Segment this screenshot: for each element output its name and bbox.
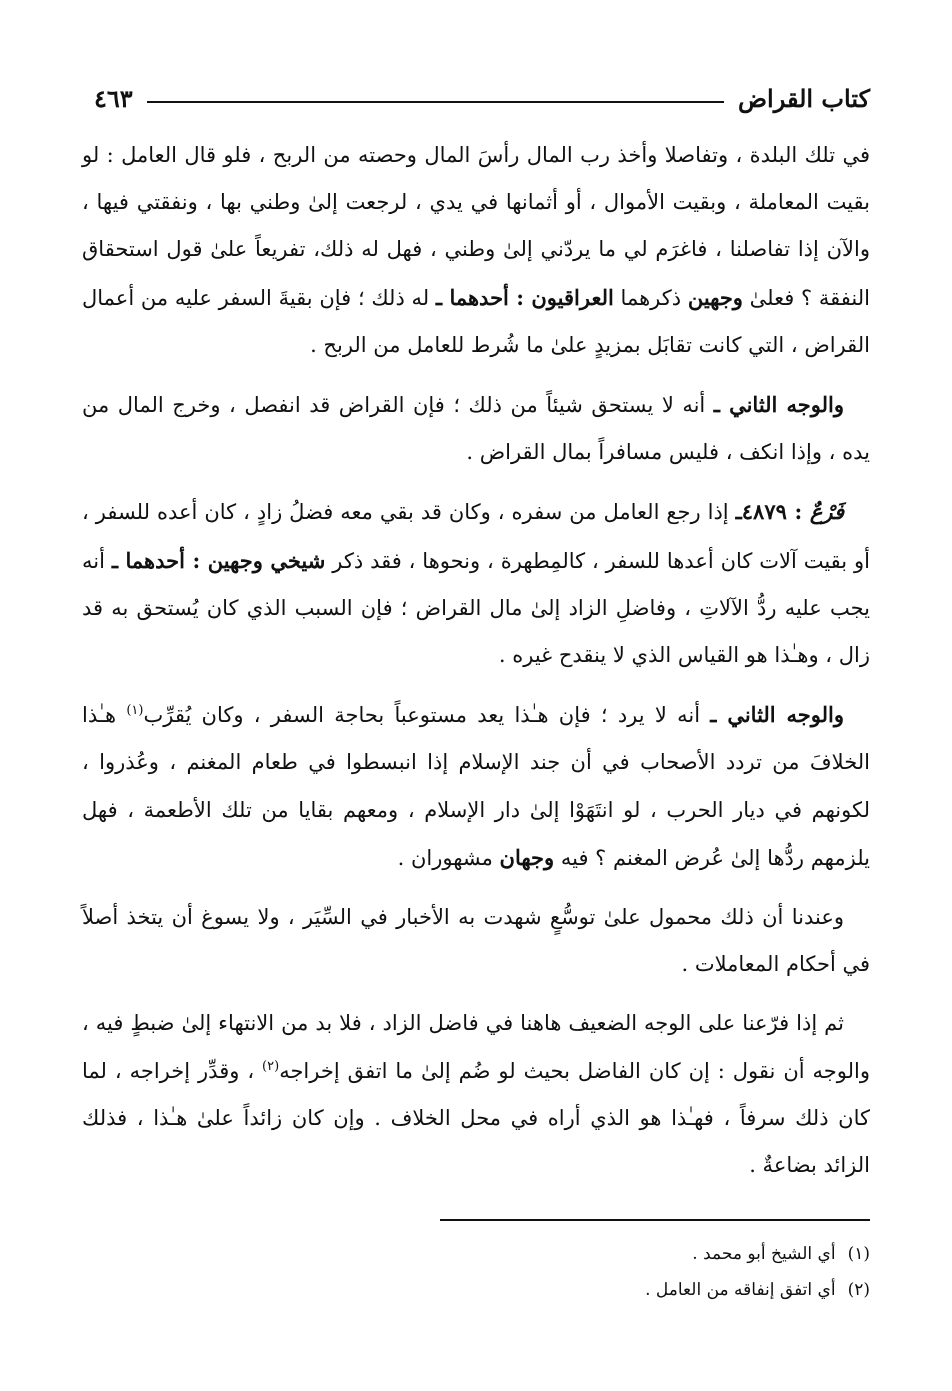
paragraph-text: له ذلك ؛ فإن بقيةَ السفر عليه من أعمال القراض ، التي كانت تقابَل بمزيدٍ علىٰ ما شُرط للعامل من الربح .: [82, 285, 870, 357]
footnote-2: [170, 1272, 870, 1308]
bold-term: والوجه الثاني ـ: [710, 702, 844, 728]
paragraph-3: [82, 488, 870, 679]
paragraph-text: في تلك البلدة ، وتفاصلا وأخذ رب المال رأسَ المال وحصته من الربح ، فلو قال العامل : لو بقيت المعاملة ، وبقيت الأموال ، أو أثمانها في يدي ، لرجعت إلىٰ وطني بها ، ونفقتي فيها ، والآن إذا تفاصلنا ، فاغرَم لي ما يردّني إلىٰ وطني ، فهل له ذلك، تفريعاً علىٰ قول استحقاق النفقة ؟ فعلىٰ: [82, 143, 870, 310]
chapter-title: كتاب القراض: [738, 83, 870, 113]
footnote-ref[interactable]: (١): [126, 703, 144, 719]
paragraph-text: وعندنا أن ذلك محمول علىٰ توسُّعٍ شهدت به الأخبار في السِّيَر ، ولا يسوغ أن يتخذ أصلاً في أحكام المعاملات .: [82, 905, 870, 977]
running-header: [94, 78, 870, 118]
paragraph-text: أنه لا يرد ؛ فإن هـٰذا يعد مستوعباً بحاجة السفر ، وكان يُقرِّب: [143, 703, 711, 728]
paragraph-2: [82, 381, 870, 476]
section-marker-farq: فَرْعٌ: [809, 499, 845, 525]
page-number: ٤٦٣: [94, 83, 133, 113]
main-text: [82, 132, 870, 1189]
header-rule: [147, 101, 724, 103]
paragraph-text: أنه لا يستحق شيئاً من ذلك ؛ فإن القراض قد انفصل ، وخرج المال من يده ، وإذا انكف ، فليس مسافراً بمال القراض .: [82, 393, 870, 465]
paragraph-text: ثم إذا فرّعنا على الوجه الضعيف هاهنا في فاضل الزاد ، فلا بد من الانتهاء إلىٰ ضبطٍ فيه ، والوجه أن نقول : إن كان الفاضل بحيث لو ضُم إلىٰ ما اتفق إخراجه: [82, 1011, 870, 1083]
paragraph-text: مشهوران .: [397, 845, 500, 870]
paragraph-text: ، وقدِّر إخراجه ، لما كان ذلك سرفاً ، فهـٰذا هو الذي أراه في محل الخلاف . وإن كان زائداً علىٰ هـٰذا ، فذلك الزائد بضاعةٌ .: [82, 1058, 870, 1178]
bold-term: وجهين: [687, 284, 743, 310]
footnote-text: أي اتفق إنفاقه من العامل .: [645, 1280, 836, 1300]
footnote-1: [170, 1236, 870, 1272]
footnotes: [170, 1236, 870, 1308]
footnote-ref[interactable]: (٢): [262, 1058, 280, 1074]
paragraph-4: [82, 691, 870, 882]
paragraph-1: [82, 132, 870, 369]
bold-term: شيخي وجهين : أحدهما ـ: [111, 547, 326, 573]
paragraph-6: [82, 1000, 870, 1189]
section-number: : ٤٨٧٩ـ: [735, 499, 810, 525]
paragraph-text: ذكرهما: [613, 285, 688, 310]
footnote-mark: (٢): [847, 1280, 870, 1300]
paragraph-text: أنه يجب عليه ردُّ الآلاتِ ، وفاضلِ الزاد إلىٰ مال القراض ؛ فإن السبب الذي كان يُستحق به قد زال ، وهـٰذا هو القياس الذي لا ينقدح غيره .: [82, 548, 870, 668]
footnote-separator: [440, 1219, 870, 1221]
bold-term: والوجه الثاني ـ: [713, 392, 844, 418]
footnote-text: أي الشيخ أبو محمد .: [692, 1244, 836, 1264]
bold-term: وجهان: [499, 844, 555, 870]
paragraph-text: هـٰذا الخلافَ من تردد الأصحاب في أن جند الإسلام إذا انبسطوا في طعام المغنم ، وعُذروا ، لكونهم في ديار الحرب ، لو انتَهَوْا إلىٰ دار الإسلام ، ومعهم بقايا من تلك الأطعمة ، فهل يلزمهم ردُّها إلىٰ عُرض المغنم ؟ فيه: [82, 703, 870, 870]
footnote-mark: (١): [847, 1244, 870, 1264]
paragraph-text: إذا رجع العامل من سفره ، وكان قد بقي معه فضلُ زادٍ ، كان أعده للسفر ، أو بقيت آلات كان أعدها للسفر ، كالمِطهرة ، ونحوها ، فقد ذكر: [82, 500, 871, 573]
bold-term: العراقيون : أحدهما ـ: [435, 284, 614, 310]
paragraph-5: [82, 894, 870, 988]
